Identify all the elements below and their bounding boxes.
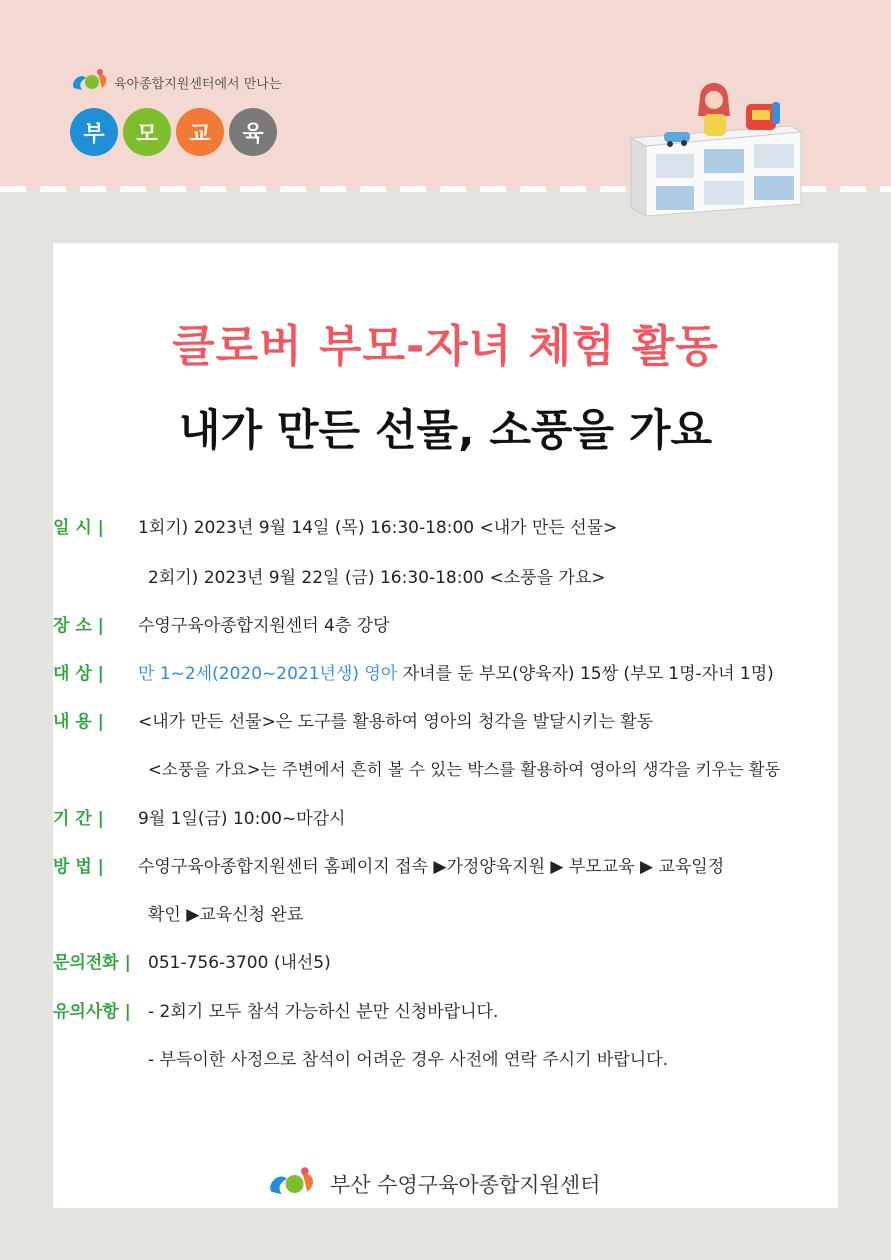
header-tagline: 육아종합지원센터에서 만나는 xyxy=(114,76,282,92)
date-row xyxy=(53,513,617,538)
parent-education-badges xyxy=(70,108,277,156)
place-row xyxy=(53,611,390,636)
target-label: 대 상 | xyxy=(53,664,104,684)
note-2: - 부득이한 사정으로 참석이 어려운 경우 사전에 연락 주시기 바랍니다. xyxy=(148,1050,668,1070)
clover-logo-icon xyxy=(70,68,110,96)
content-label: 내 용 | xyxy=(53,712,104,732)
phone-row xyxy=(53,948,331,973)
date-line-2: 2회기) 2023년 9월 22일 (금) 16:30-18:00 <소풍을 가요> xyxy=(148,568,606,588)
page-subtitle: 내가 만든 선물, 소풍을 가요 xyxy=(178,406,713,456)
target-row xyxy=(53,659,774,684)
method-label: 방 법 | xyxy=(53,857,104,877)
phone-label: 문의전화 | xyxy=(53,953,131,973)
badge-bu: 부 xyxy=(70,108,118,156)
badge-gyo: 교 xyxy=(176,108,224,156)
period-label: 기 간 | xyxy=(53,809,104,829)
footer-center-name: 부산 수영구육아종합지원센터 xyxy=(330,1173,601,1197)
date-label: 일 시 | xyxy=(53,518,104,538)
phone-value: 051-756-3700 (내선5) xyxy=(148,953,331,973)
content-line-2: <소풍을 가요>는 주변에서 흔히 볼 수 있는 박스를 활용하여 영아의 생각을 키우는 활동 xyxy=(148,760,781,779)
method-line-2: 확인 ▶교육신청 완료 xyxy=(148,905,304,925)
toy-shelf-illustration xyxy=(626,76,811,216)
target-rest: 자녀를 둔 부모(양육자) 15쌍 (부모 1명-자녀 1명) xyxy=(397,664,774,684)
notes-row xyxy=(53,997,498,1022)
badge-yuk: 육 xyxy=(229,108,277,156)
badge-mo: 모 xyxy=(123,108,171,156)
place-label: 장 소 | xyxy=(53,616,104,636)
content-line-1: <내가 만든 선물>은 도구를 활용하여 영아의 청각을 발달시키는 활동 xyxy=(138,712,654,732)
clover-logo-icon xyxy=(262,1166,322,1202)
center-logo-small xyxy=(70,68,281,96)
target-highlight: 만 1~2세(2020~2021년생) 영아 xyxy=(138,664,398,684)
date-line-1: 1회기) 2023년 9월 14일 (목) 16:30-18:00 <내가 만든 선물> xyxy=(138,518,618,538)
period-value: 9월 1일(금) 10:00~마감시 xyxy=(138,809,346,829)
page-title: 클로버 부모-자녀 체험 활동 xyxy=(172,321,719,372)
place-value: 수영구육아종합지원센터 4층 강당 xyxy=(138,616,390,636)
period-row xyxy=(53,804,345,829)
footer-logo xyxy=(262,1166,600,1202)
method-row xyxy=(53,852,724,877)
notes-label: 유의사항 | xyxy=(53,1002,131,1022)
note-1: - 2회기 모두 참석 가능하신 분만 신청바랍니다. xyxy=(148,1002,499,1022)
method-line-1: 수영구육아종합지원센터 홈페이지 접속 ▶가정양육지원 ▶ 부모교육 ▶ 교육일정 xyxy=(138,857,725,877)
content-row xyxy=(53,707,653,732)
